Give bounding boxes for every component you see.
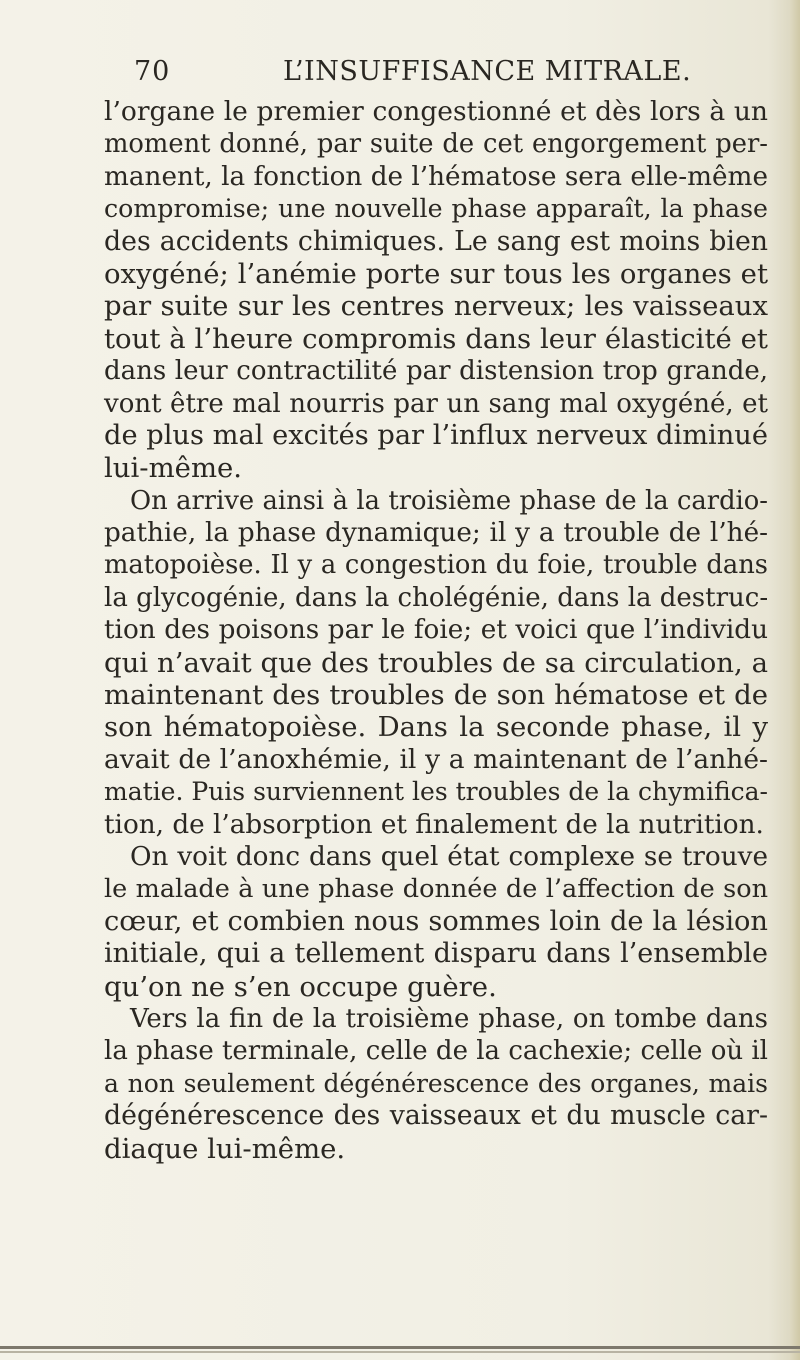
- text-line: le malade à une phase donnée de l’affection de son: [104, 874, 768, 905]
- text-line: par suite sur les centres nerveux; les vaisseaux: [104, 290, 768, 323]
- text-line: maintenant des troubles de son hématose et de: [104, 679, 768, 712]
- running-title: L’INSUFFISANCE MITRALE.: [283, 56, 692, 87]
- text-line: la glycogénie, dans la cholégénie, dans la destruc-: [104, 582, 769, 613]
- page-header: [0, 56, 800, 92]
- page-number: 70: [134, 56, 171, 87]
- text-line: vont être mal nourris par un sang mal oxygéné, et: [104, 388, 768, 419]
- text-line: lui-même.: [104, 452, 243, 485]
- text-line: moment donné, par suite de cet engorgement per-: [104, 129, 768, 160]
- text-line: dans leur contractilité par distension trop grande,: [104, 356, 768, 387]
- text-line: compromise; une nouvelle phase apparaît, la phase: [104, 194, 768, 224]
- text-line: qu’on ne s’en occupe guère.: [104, 970, 497, 1003]
- text-line: dégénérescence des vaisseaux et du muscle car-: [104, 1100, 768, 1132]
- text-line: diaque lui-même.: [104, 1132, 346, 1165]
- text-line: de plus mal excités par l’influx nerveux diminué: [104, 419, 768, 451]
- text-line: tout à l’heure compromis dans leur élasticité et: [104, 322, 768, 355]
- text-line: a non seulement dégénérescence des organes, mais: [104, 1068, 768, 1098]
- text-line: l’organe le premier congestionné et dès lors à un: [104, 96, 768, 127]
- text-line: oxygéné; l’anémie porte sur tous les organes et: [104, 257, 768, 290]
- text-line: matopoièse. Il y a congestion du foie, trouble dans: [104, 550, 768, 581]
- text-line: On arrive ainsi à la troisième phase de la cardio-: [130, 485, 768, 516]
- text-line: son hématopoièse. Dans la seconde phase, il y: [104, 711, 768, 744]
- bottom-rule: [0, 1346, 800, 1349]
- text-line: Vers la fin de la troisième phase, on tombe dans: [130, 1003, 768, 1034]
- text-line: avait de l’anoxhémie, il y a maintenant de l’anhé-: [104, 743, 768, 775]
- text-line: pathie, la phase dynamique; il y a trouble de l’hé-: [104, 518, 768, 549]
- text-line: matie. Puis surviennent les troubles de la chymifica-: [104, 777, 768, 807]
- text-line: tion, de l’absorption et finalement de la nutrition.: [104, 809, 764, 840]
- text-line: On voit donc dans quel état complexe se trouve: [130, 841, 768, 872]
- page-edge: [790, 0, 800, 1360]
- bottom-rule-shadow: [0, 1351, 800, 1353]
- text-line: cœur, et combien nous sommes loin de la lésion: [104, 905, 768, 937]
- text-line: la phase terminale, celle de la cachexie; celle où il: [104, 1036, 768, 1067]
- text-line: manent, la fonction de l’hématose sera elle-même: [104, 161, 768, 192]
- text-line: initiale, qui a tellement disparu dans l’ensemble: [104, 938, 768, 970]
- text-line: des accidents chimiques. Le sang est moins bien: [104, 225, 768, 257]
- text-line: tion des poisons par le foie; et voici que l’individu: [104, 615, 768, 646]
- text-line: qui n’avait que des troubles de sa circulation, a: [104, 646, 768, 679]
- body-text: [104, 96, 768, 1165]
